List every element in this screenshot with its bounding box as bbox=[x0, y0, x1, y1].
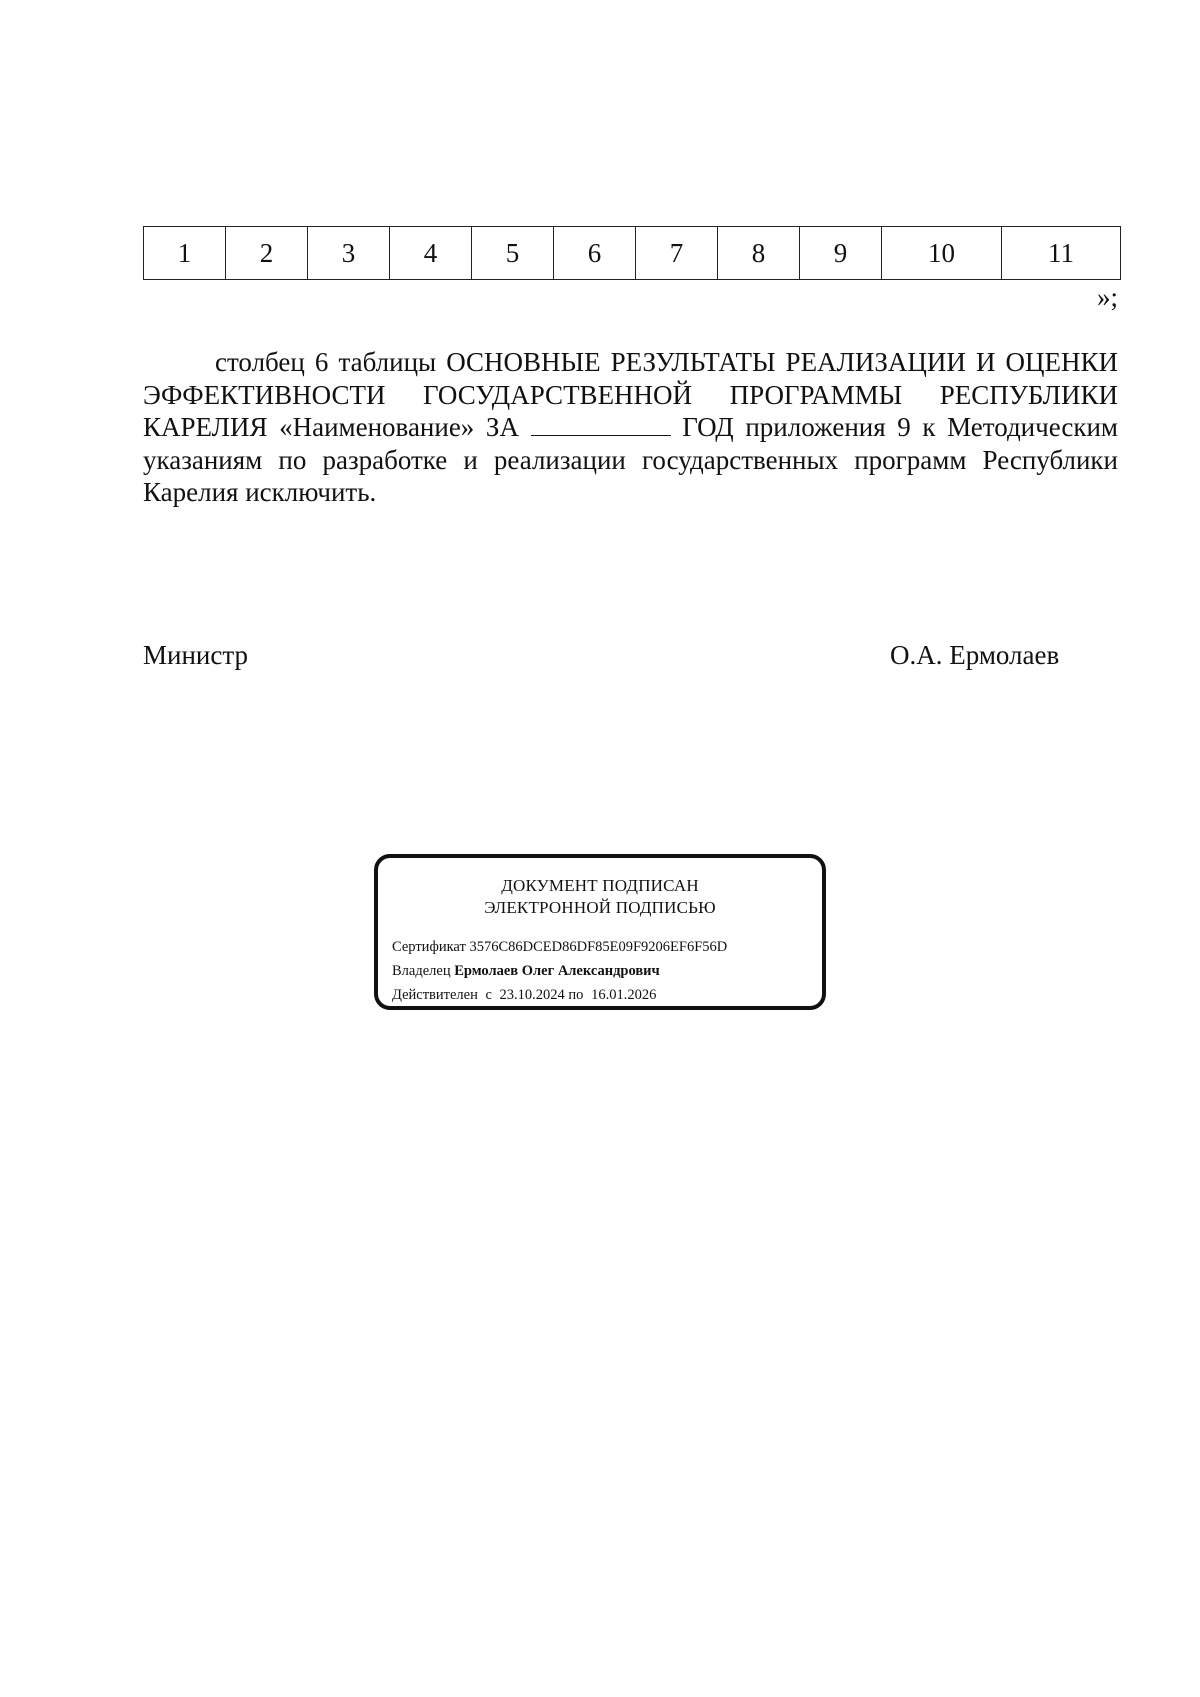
electronic-signature-stamp bbox=[374, 854, 826, 1010]
table-cell: 4 bbox=[390, 227, 472, 280]
valid-from-label: с bbox=[485, 987, 492, 1003]
table-cell: 3 bbox=[308, 227, 390, 280]
closing-quote: »; bbox=[1096, 282, 1118, 312]
certificate-label: Сертификат bbox=[392, 939, 466, 955]
signatory-position: Министр bbox=[143, 640, 248, 670]
certificate-value: 3576C86DCED86DF85E09F9206EF6F56D bbox=[469, 939, 728, 955]
amendment-text-part1: столбец 6 таблицы ОСНОВНЫЕ РЕЗУЛЬТАТЫ РЕАЛИЗАЦИИ И ОЦЕНКИ ЭФФЕКТИВНОСТИ ГОСУДАРСТВЕННОЙ ПРОГРАММЫ РЕСПУБЛИКИ КАРЕЛИЯ «Наименование» ЗА bbox=[143, 347, 1118, 442]
stamp-details bbox=[392, 935, 727, 1007]
stamp-validity-line bbox=[392, 983, 727, 1007]
stamp-heading-line2: ЭЛЕКТРОННОЙ ПОДПИСЬЮ bbox=[484, 898, 716, 917]
table-row bbox=[144, 227, 1121, 280]
signatory-name: О.А. Ермолаев bbox=[890, 640, 1060, 670]
table-cell: 8 bbox=[718, 227, 800, 280]
valid-from-date: 23.10.2024 bbox=[499, 987, 565, 1003]
table-cell: 7 bbox=[636, 227, 718, 280]
valid-label: Действителен bbox=[392, 987, 478, 1003]
amendment-paragraph bbox=[143, 346, 1118, 509]
stamp-certificate-line bbox=[392, 935, 727, 959]
table-cell: 9 bbox=[800, 227, 882, 280]
stamp-heading bbox=[378, 875, 822, 919]
table-cell: 2 bbox=[226, 227, 308, 280]
stamp-owner-line bbox=[392, 959, 727, 983]
amendment-text-part2: ГОД приложения 9 к Методическим указаниям по разработке и реализации государственных программ Республики Карелия исключить. bbox=[143, 412, 1118, 507]
valid-to-date: 16.01.2026 bbox=[591, 987, 657, 1003]
owner-value: Ермолаев Олег Александрович bbox=[454, 963, 660, 979]
table-cell: 11 bbox=[1002, 227, 1121, 280]
owner-label: Владелец bbox=[392, 963, 451, 979]
table-cell: 10 bbox=[882, 227, 1002, 280]
table-cell: 1 bbox=[144, 227, 226, 280]
stamp-heading-line1: ДОКУМЕНТ ПОДПИСАН bbox=[501, 876, 699, 895]
year-blank-line bbox=[531, 413, 671, 436]
column-number-table bbox=[143, 226, 1121, 280]
table-cell: 6 bbox=[554, 227, 636, 280]
table-cell: 5 bbox=[472, 227, 554, 280]
valid-to-label: по bbox=[568, 987, 584, 1003]
